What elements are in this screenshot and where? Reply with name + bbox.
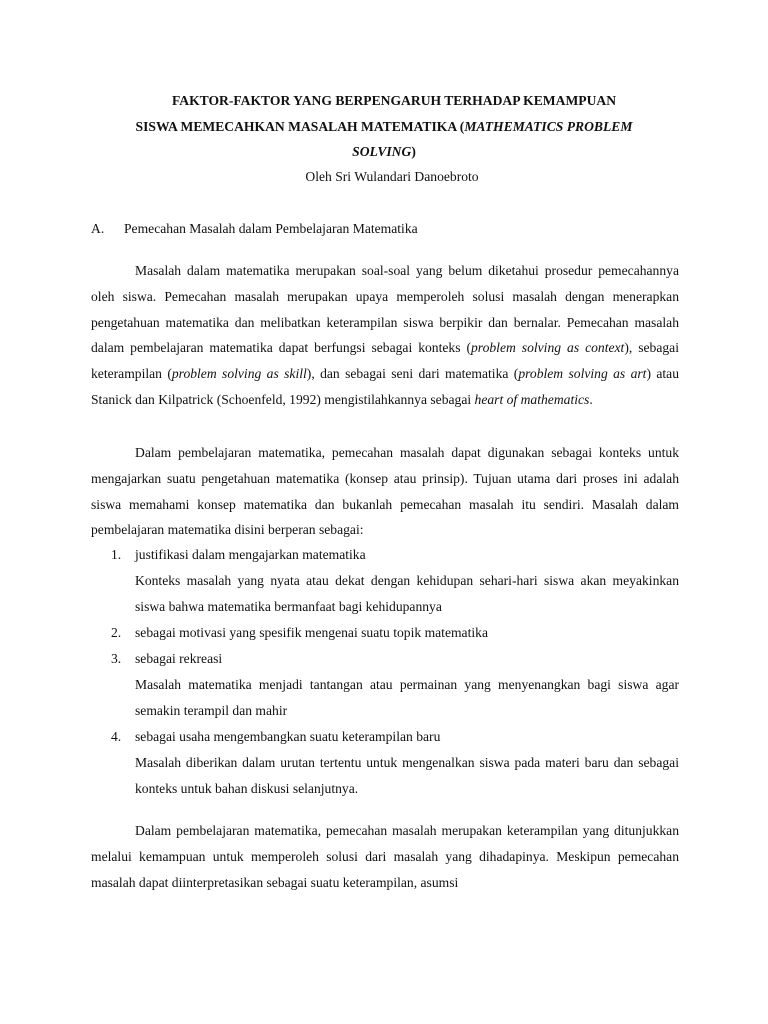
p1-f: problem solving as art bbox=[518, 366, 647, 382]
list-item bbox=[91, 542, 679, 620]
title-line-2-text: SISWA MEMECAHKAN MASALAH MATEMATIKA ( bbox=[135, 119, 465, 134]
section-heading bbox=[91, 216, 418, 241]
list-item-detail: Masalah matematika menjadi tantangan atau permainan yang menyenangkan bagi siswa agar semakin terampil dan mahir bbox=[135, 677, 679, 718]
list-item-label: sebagai motivasi yang spesifik mengenai suatu topik matematika bbox=[135, 625, 488, 640]
list-item-number: 1. bbox=[111, 547, 122, 562]
title-line-3 bbox=[0, 139, 768, 164]
role-list bbox=[91, 542, 679, 802]
paragraph-1 bbox=[91, 258, 679, 413]
title-line-3-text: ) bbox=[411, 144, 416, 159]
list-item-label: justifikasi dalam mengajarkan matematika bbox=[135, 547, 366, 562]
list-item bbox=[91, 620, 679, 646]
list-item-label: sebagai usaha mengembangkan suatu keterampilan baru bbox=[135, 729, 441, 744]
list-item-detail: Konteks masalah yang nyata atau dekat dengan kehidupan sehari-hari siswa akan meyakinkan siswa bahwa matematika bermanfaat bagi kehidupannya bbox=[135, 573, 679, 614]
p1-g: ) atau Stanick dan Kilpatrick (Schoenfeld, 1992) mengistilahkannya sebagai bbox=[91, 366, 679, 407]
list-item bbox=[91, 724, 679, 802]
title-line-1: FAKTOR-FAKTOR YANG BERPENGARUH TERHADAP KEMAMPUAN bbox=[171, 93, 617, 108]
p1-b: problem solving as context bbox=[471, 340, 625, 356]
title-line-2-italic: MATHEMATICS PROBLEM bbox=[464, 119, 633, 134]
title-line-3-italic: SOLVING bbox=[352, 144, 412, 159]
p1-e: ), dan sebagai seni dari matematika ( bbox=[306, 366, 519, 382]
list-item-number: 4. bbox=[111, 729, 122, 744]
list-item-detail: Masalah diberikan dalam urutan tertentu untuk mengenalkan siswa pada materi baru dan sebagai konteks untuk bahan diskusi selanjutnya. bbox=[135, 755, 679, 796]
section-title: Pemecahan Masalah dalam Pembelajaran Matematika bbox=[124, 221, 418, 236]
section-letter: A. bbox=[91, 221, 105, 236]
p1-h: heart of mathematics bbox=[474, 391, 590, 407]
list-item-label: sebagai rekreasi bbox=[135, 651, 223, 666]
list-item-number: 2. bbox=[111, 625, 122, 640]
list-item-number: 3. bbox=[111, 651, 122, 666]
title-line-2 bbox=[0, 114, 768, 139]
paragraph-2 bbox=[91, 440, 679, 543]
p5-text: Dalam pembelajaran matematika, pemecahan masalah merupakan keterampilan yang ditunjukkan melalui kemampuan untuk memperoleh solusi dari masalah yang dihadapinya. Meskipun pemecahan masalah dapat diinterpretasikan sebagai suatu keterampilan, asumsi bbox=[91, 823, 679, 890]
p1-c: ), sebagai keterampilan ( bbox=[91, 340, 679, 382]
paragraph-3 bbox=[91, 818, 679, 895]
p2-text: Dalam pembelajaran matematika, pemecahan masalah dapat digunakan sebagai konteks untuk mengajarkan suatu pengetahuan matematika (konsep atau prinsip). Tujuan utama dari proses ini adalah siswa memahami konsep matematika dan bukanlah pemecahan masalah itu sendiri. Masalah dalam pembelajaran matematika disini berperan sebagai: bbox=[91, 445, 679, 538]
p1-d: problem solving as skill bbox=[171, 366, 307, 382]
p1-a: Masalah dalam matematika merupakan soal-soal yang belum diketahui prosedur pemecahannya oleh siswa. Pemecahan masalah merupakan upaya memperoleh solusi masalah dengan menerapkan pengetahuan matematika dan melibatkan keterampilan siswa berpikir dan bernalar. Pemecahan masalah dalam pembelajaran matematika dapat berfungsi sebagai konteks ( bbox=[91, 263, 679, 356]
p1-i: . bbox=[589, 391, 593, 407]
list-item bbox=[91, 646, 679, 724]
author-line: Oleh Sri Wulandari Danoebroto bbox=[305, 169, 479, 184]
